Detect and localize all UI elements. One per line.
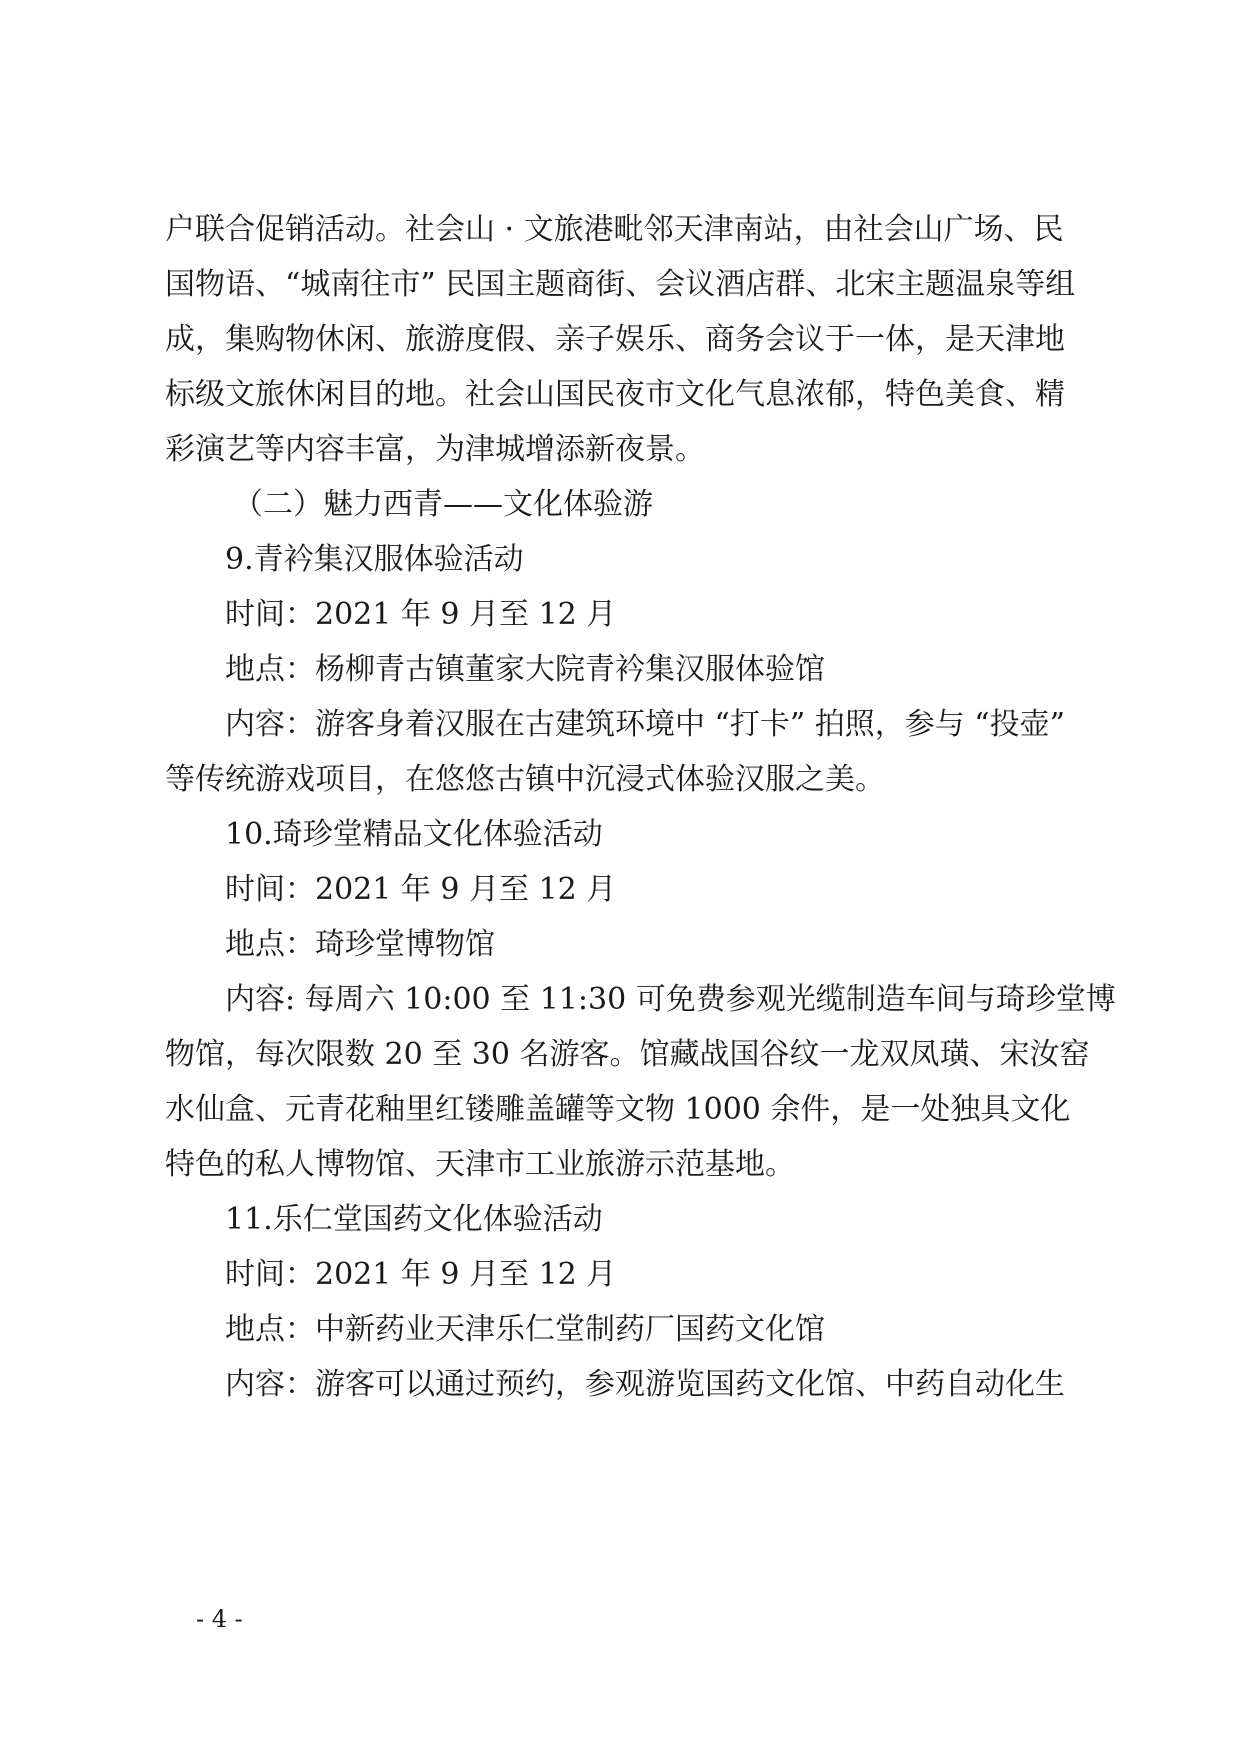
body-line: 物馆，每次限数 20 至 30 名游客。馆藏战国谷纹一龙双凤璜、宋汝窑 [165, 1037, 1090, 1072]
body-line: 水仙盒、元青花釉里红镂雕盖罐等文物 1000 余件，是一处独具文化 [165, 1092, 1071, 1127]
item-time: 时间：2021 年 9 月至 12 月 [225, 1257, 617, 1292]
body-line: 特色的私人博物馆、天津市工业旅游示范基地。 [165, 1147, 795, 1182]
item-time: 时间：2021 年 9 月至 12 月 [225, 597, 617, 632]
page-number: - 4 - [196, 1605, 243, 1633]
item-title: 10.琦珍堂精品文化体验活动 [225, 817, 603, 852]
body-line: 国物语、“城南往市” 民国主题商街、会议酒店群、北宋主题温泉等组 [165, 267, 1076, 302]
body-line: 户联合促销活动。社会山 · 文旅港毗邻天津南站，由社会山广场、民 [165, 212, 1064, 247]
body-line: 等传统游戏项目，在悠悠古镇中沉浸式体验汉服之美。 [165, 762, 885, 797]
item-location: 地点：中新药业天津乐仁堂制药厂国药文化馆 [225, 1312, 825, 1347]
body-line: 成，集购物休闲、旅游度假、亲子娱乐、商务会议于一体，是天津地 [165, 322, 1065, 357]
item-time: 时间：2021 年 9 月至 12 月 [225, 872, 617, 907]
item-content: 内容：游客身着汉服在古建筑环境中 “打卡” 拍照，参与 “投壶” [225, 707, 1065, 742]
item-location: 地点：琦珍堂博物馆 [225, 927, 495, 962]
body-line: 彩演艺等内容丰富，为津城增添新夜景。 [165, 432, 705, 467]
section-heading: （二）魅力西青——文化体验游 [233, 487, 653, 522]
item-content: 内容：游客可以通过预约，参观游览国药文化馆、中药自动化生 [225, 1367, 1065, 1402]
item-content: 内容: 每周六 10:00 至 11:30 可免费参观光缆制造车间与琦珍堂博 [225, 982, 1116, 1017]
item-title: 9.青衿集汉服体验活动 [225, 542, 524, 577]
item-location: 地点：杨柳青古镇董家大院青衿集汉服体验馆 [225, 652, 825, 687]
body-line: 标级文旅休闲目的地。社会山国民夜市文化气息浓郁，特色美食、精 [165, 377, 1065, 412]
item-title: 11.乐仁堂国药文化体验活动 [225, 1202, 603, 1237]
